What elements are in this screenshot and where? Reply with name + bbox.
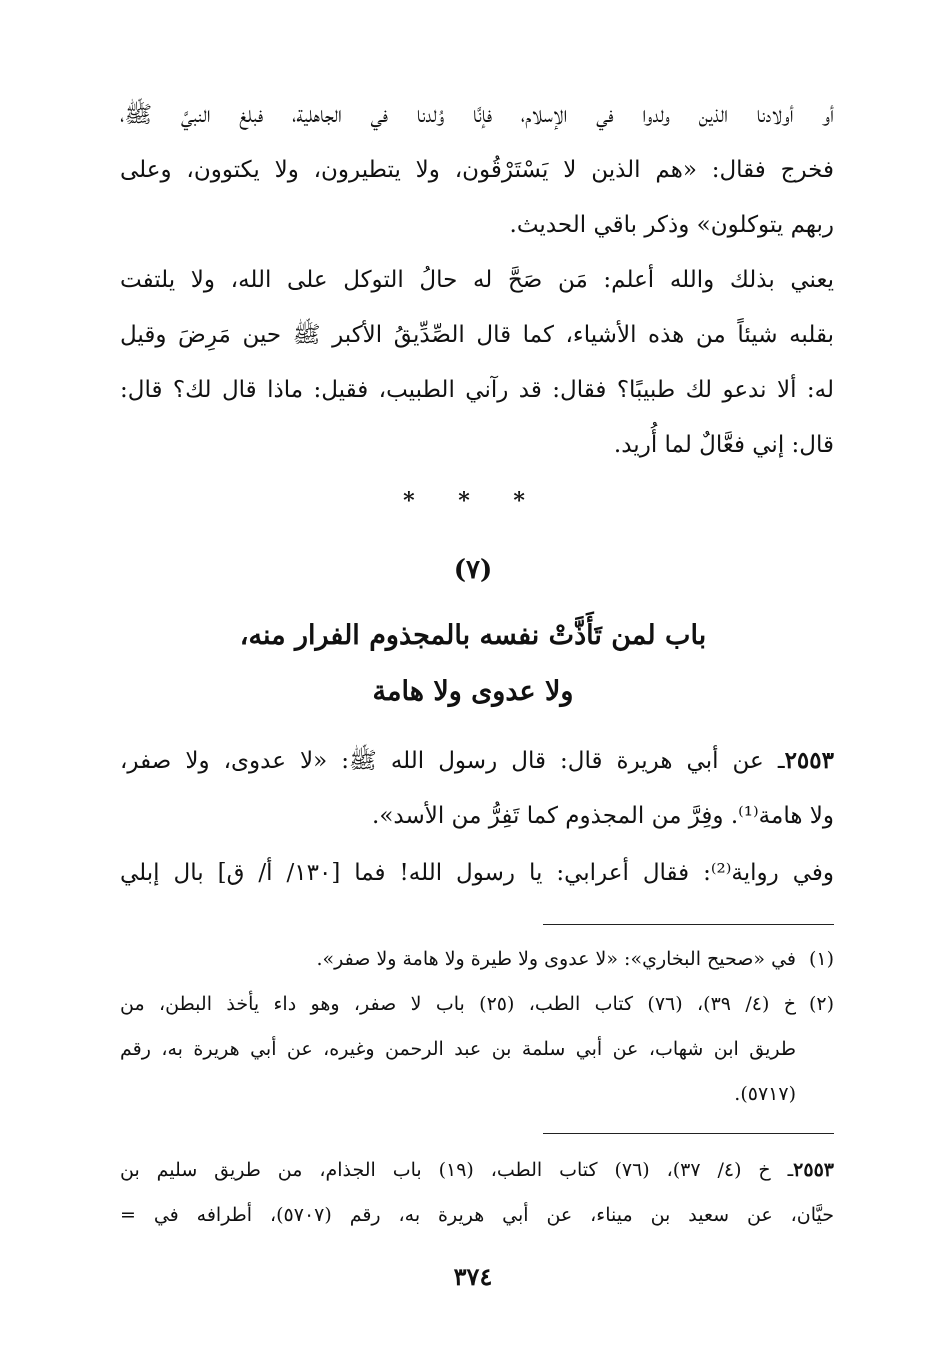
text-line: قال: إني فعَّالٌ لما أُريد. [613,432,834,458]
takhrij-divider [543,1133,834,1134]
text-line: فخرج فقال: «هم الذين لا يَسْتَرْقُون، ولا يتطيرون، ولا يكتوون، وعلى [120,157,834,183]
text-line: له: ألا ندعو لك طبيبًا؟ فقال: قد رآني الطبيب، فقيل: ماذا قال لك؟ قال: [120,377,834,403]
text-line [120,1148,834,1193]
footnote-number: (١) [808,948,834,970]
chapter-title-line: ولا عدوى ولا هامة [372,676,574,707]
hadith-text [120,733,834,844]
footnote-text: في «صحيح البخاري»: «لا عدوى ولا طيرة ولا هامة ولا صفر». [316,948,796,970]
footnote-continuation: طريق ابن شهاب، عن أبي سلمة بن عبد الرحمن وغيره، عن أبي هريرة به، رقم [120,1038,796,1060]
riwaya-paragraph [120,846,834,901]
takhrij-number: ٢٥٥٣ [793,1159,834,1181]
footnote-divider [543,924,834,925]
takhrij-text: ـ خ (٤/ ٣٧)، (٧٦) كتاب الطب، (١٩) باب الجذام، من طريق سليم بن [120,1159,794,1181]
text-line: وفي رواية⁽²⁾: فقال أعرابي: يا رسول الله! فما [١٣٠/ أ/ ق] بال إبلي [120,860,834,886]
hadith-text-line: ـ عن أبي هريرة قال: قال رسول الله ﷺ: «لا عدوى، ولا صفر، [120,748,785,774]
footnotes [120,937,834,1117]
paragraph-2 [120,253,834,473]
chapter-title [0,608,946,720]
hadith-number: ٢٥٥٣ [784,747,834,774]
text-line: ربهم يتوكلون» وذكر باقي الحديث. [509,212,834,238]
chapter-title-line: باب لمن تَأَذَّتْ نفسه بالمجذوم الفرار منه، [239,620,707,651]
footnote-number: (٢) [808,993,834,1015]
takhrij-note [120,1148,834,1238]
footnote [120,982,834,1027]
paragraph-1 [120,88,834,253]
text-line: ولا هامة⁽¹⁾. وفِرَّ من المجذوم كما تَفِرُّ من الأسد». [372,803,834,829]
text-line: أو أولادنا الذين ولدوا في الإسلام، فإنَّا وُلدنا في الجاهلية، فبلغ النبيَّ ﷺ، [120,102,834,128]
footnote-text: خ (٤/ ٣٩)، (٧٦) كتاب الطب، (٢٥) باب لا صفر، وهو داء يأخذ البطن، من [120,993,797,1015]
footnote-continuation: (٥٧١٧). [734,1083,796,1105]
page-number: ٣٧٤ [453,1262,493,1291]
text-line: بقلبه شيئاً من هذه الأشياء، كما قال الصِّدِّيقُ الأكبر ﷺ حين مَرِضَ وقيل [120,322,834,348]
text-line: يعني بذلك والله أعلم: مَن صَحَّ له حالُ التوكل على الله، ولا يلتفت [120,267,834,293]
text-line: حيَّان، عن سعيد بن ميناء، عن أبي هريرة به، رقم (٥٧٠٧)، أطرافه في = [120,1204,834,1226]
footnote [120,937,834,982]
section-separator: * * * [403,488,543,514]
text-line [120,733,834,789]
chapter-number: (٧) [453,555,493,585]
